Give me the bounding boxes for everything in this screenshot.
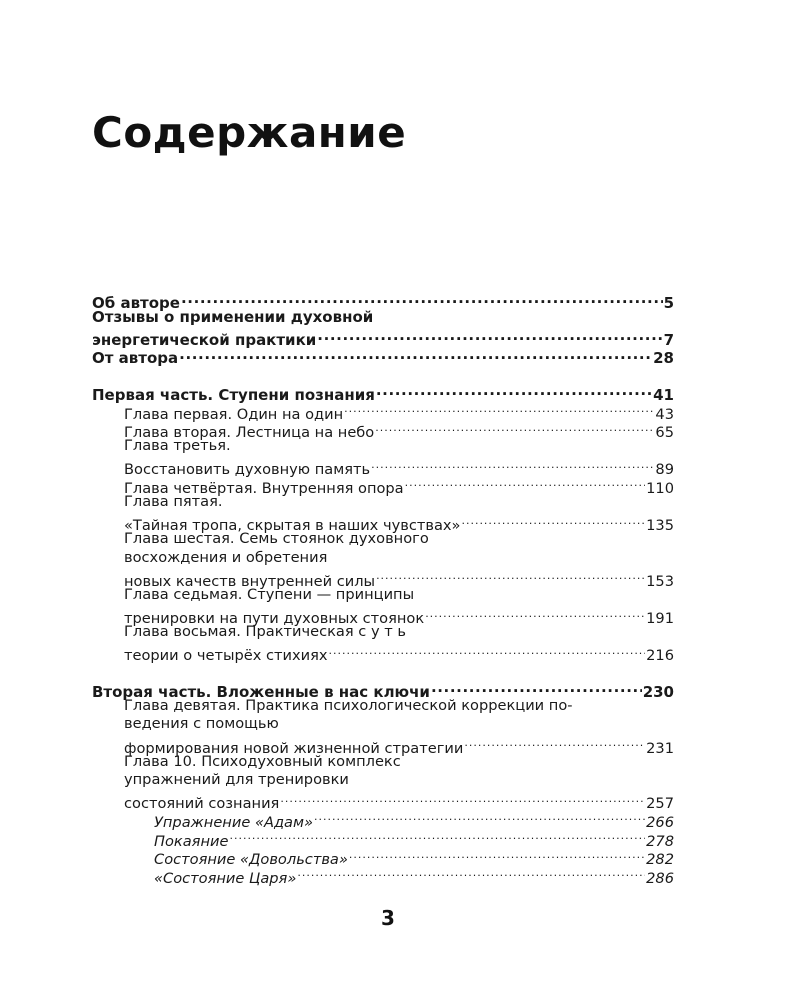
dot-leader	[376, 381, 652, 400]
toc-chapter-line	[92, 790, 674, 813]
toc-chapter-line	[92, 734, 674, 757]
toc-page-number: 282	[646, 851, 674, 869]
toc-page-number: 110	[646, 479, 674, 497]
toc-entry-text: «Состояние Царя»	[154, 869, 297, 887]
dot-leader	[461, 512, 645, 531]
toc-chapter-line	[92, 512, 674, 535]
toc-entry-text: формирования новой жизненной стратегии	[124, 739, 464, 757]
dot-leader	[464, 734, 645, 753]
toc-entry-text: упражнений для тренировки	[124, 771, 349, 789]
toc-entry-text: Глава вторая. Лестница на небо	[124, 424, 375, 442]
toc-page-number: 28	[653, 349, 674, 368]
toc-entry-text: энергетической практики	[92, 330, 317, 349]
dot-leader	[371, 456, 654, 475]
toc-chapter-line	[92, 437, 674, 456]
toc-page-number: 41	[653, 385, 674, 404]
toc-chapter-line	[92, 567, 674, 590]
dot-leader	[349, 846, 645, 865]
dot-leader	[376, 567, 645, 586]
dot-leader	[344, 400, 654, 419]
toc-chapter-line	[92, 623, 674, 642]
toc-entry-text: Вторая часть. Вложенные в нас ключи	[92, 682, 430, 701]
toc-chapter-line	[92, 771, 674, 790]
toc-entry-text: Глава 10. Психодуховный комплекс	[124, 752, 401, 770]
toc-part-line	[92, 308, 674, 327]
toc-entry-text: Глава шестая. Семь стоянок духовного	[124, 530, 429, 548]
dot-leader	[229, 827, 645, 846]
toc-chapter-line	[92, 605, 674, 628]
toc-page-number: 231	[646, 739, 674, 757]
toc-page-number: 7	[663, 330, 674, 349]
toc-chapter-line	[92, 586, 674, 605]
toc-chapter-line	[92, 549, 674, 568]
toc-entry-text: Покаяние	[154, 832, 229, 850]
page-title: Содержание	[92, 108, 407, 157]
dot-leader	[375, 419, 654, 438]
toc-entry-text: Состояние «Довольства»	[154, 851, 348, 869]
toc-entry-text: Глава восьмая. Практическая с у т ь	[124, 623, 406, 641]
dot-leader	[297, 864, 645, 883]
dot-leader	[179, 345, 652, 364]
toc-entry-text: ведения с помощью	[124, 715, 279, 733]
toc-page-number: 257	[646, 795, 674, 813]
toc-entry-text: Первая часть. Ступени познания	[92, 385, 375, 404]
toc-entry-text: Упражнение «Адам»	[154, 814, 313, 832]
toc-page-number: 286	[646, 869, 674, 887]
toc-chapter-line	[92, 642, 674, 665]
toc-chapter-line	[92, 456, 674, 479]
toc-part-line	[92, 381, 674, 404]
dot-leader	[317, 326, 662, 345]
dot-leader	[314, 808, 645, 827]
toc-entry-text: Глава седьмая. Ступени — принципы	[124, 585, 415, 603]
toc-chapter-line	[92, 697, 674, 716]
toc-page-number: 43	[655, 405, 674, 423]
toc-entry-text: Восстановить духовную память	[124, 461, 371, 479]
toc-page-number: 230	[642, 682, 674, 701]
toc-page-number: 278	[646, 832, 674, 850]
toc-entry-text: Глава девятая. Практика психологической коррекции по-	[124, 696, 573, 714]
dot-leader	[329, 642, 646, 661]
dot-leader	[405, 474, 646, 493]
dot-leader	[425, 605, 645, 624]
toc-page-number: 65	[655, 424, 674, 442]
toc-page-number: 89	[655, 461, 674, 479]
toc-chapter-line	[92, 715, 674, 734]
toc-entry-text: «Тайная тропа, скрытая в наших чувствах»	[124, 517, 461, 535]
toc-entry-text: Глава четвёртая. Внутренняя опора	[124, 479, 404, 497]
toc-page-number: 5	[663, 293, 674, 312]
toc-part-line	[92, 326, 674, 349]
toc-entry-text: тренировки на пути духовных стоянок	[124, 610, 425, 628]
toc-entry-text: Отзывы о применении духовной	[92, 307, 374, 326]
table-of-contents	[92, 289, 674, 887]
toc-entry-text: теории о четырёх стихиях	[124, 647, 328, 665]
toc-entry-text: восхождения и обретения	[124, 548, 328, 566]
dot-leader	[431, 678, 642, 697]
toc-entry-text: Глава третья.	[124, 437, 231, 455]
toc-entry-text: Об авторе	[92, 293, 180, 312]
toc-entry-text: Глава пятая.	[124, 492, 223, 510]
toc-part-line	[92, 678, 674, 701]
page-number: 3	[381, 906, 395, 930]
toc-page-number: 216	[646, 647, 674, 665]
toc-entry-text: Глава первая. Один на один	[124, 405, 344, 423]
toc-entry-text: От автора	[92, 349, 179, 368]
toc-chapter-line	[92, 530, 674, 549]
toc-page-number: 266	[646, 814, 674, 832]
toc-entry-text: новых качеств внутренней силы	[124, 572, 376, 590]
toc-part-line	[92, 289, 674, 312]
dot-leader	[181, 289, 663, 308]
toc-page-number: 153	[646, 572, 674, 590]
toc-page-number: 191	[646, 610, 674, 628]
dot-leader	[280, 790, 645, 809]
toc-chapter-line	[92, 753, 674, 772]
toc-page-number: 135	[646, 517, 674, 535]
toc-entry-text: состояний сознания	[124, 795, 280, 813]
toc-part-line	[92, 345, 674, 368]
